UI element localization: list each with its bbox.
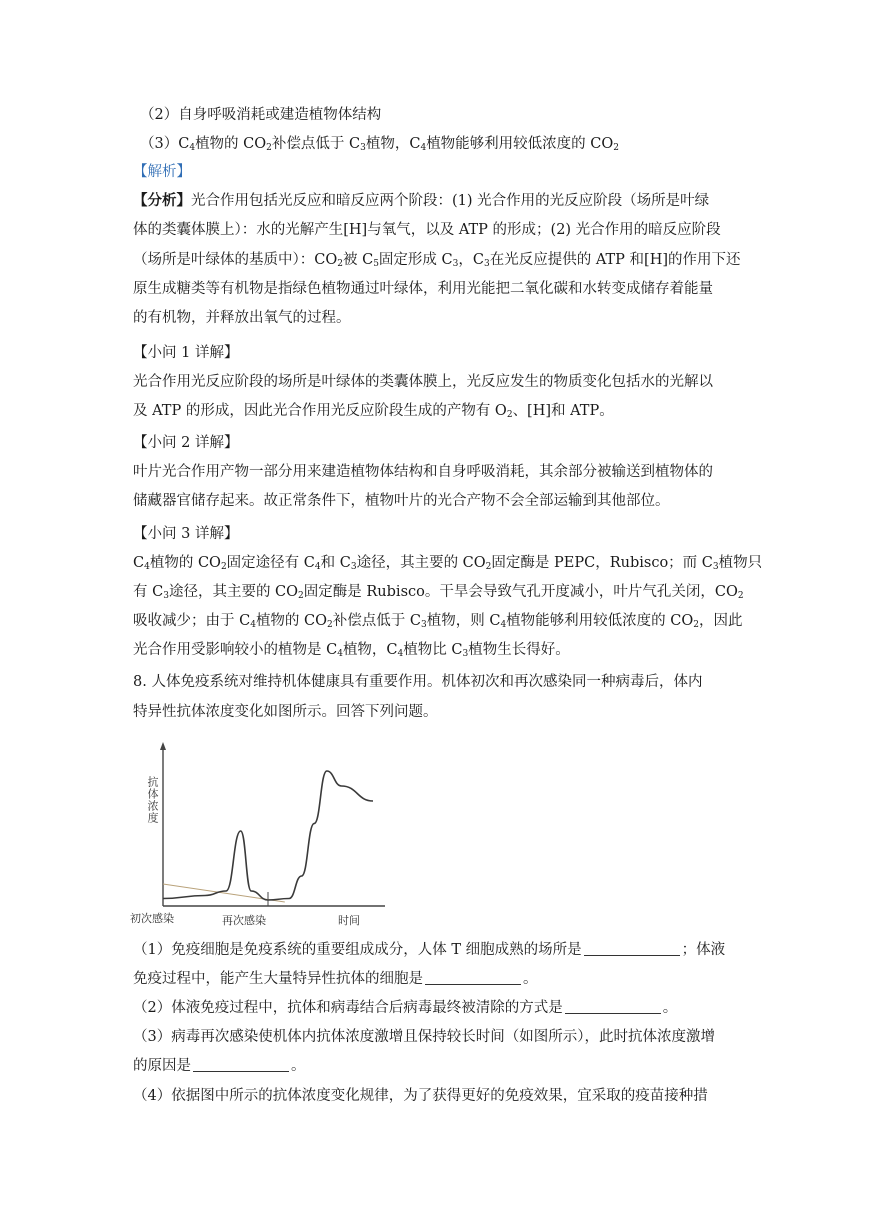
chart-marker-first-infection: 初次感染 <box>130 912 174 925</box>
answer-blank[interactable] <box>425 970 521 985</box>
fenxi-line-3: （场所是叶绿体的基质中）：$CO_2$被 $C_5$固定形成 $C_3$，$C_3$在光反应提供的 ATP 和[H]的作用下还 <box>133 252 741 269</box>
q2-line-2: 储藏器官储存起来。故正常条件下，植物叶片的光合产物不会全部运输到其他部位。 <box>133 493 670 509</box>
chart-series-line <box>163 771 373 900</box>
question-3-line-1: （3）病毒再次感染使机体内抗体浓度激增且保持较长时间（如图所示），此时抗体浓度激增 <box>133 1029 715 1045</box>
fenxi-line-2: 体的类囊体膜上）：水的光解产生[H]与氧气，以及 ATP 的形成；(2) 光合作用的暗反应阶段 <box>133 222 721 238</box>
chart-marker-second-infection: 再次感染 <box>222 914 266 927</box>
q3-heading: 【小问 3 详解】 <box>133 526 239 542</box>
antibody-chart-svg <box>130 738 392 930</box>
q1-line-1: 光合作用光反应阶段的场所是叶绿体的类囊体膜上，光反应发生的物质变化包括水的光解以 <box>133 374 713 390</box>
answer-3: $(3)C_4$植物的 $CO_2$补偿点低于 $C_3$植物，$C_4$植物能够利用较低浓度的 $CO_2$ <box>140 136 620 153</box>
q3-line-4: 光合作用受影响较小的植物是 $C_4$植物，$C_4$植物比 $C_3$植物生长得好。 <box>133 642 570 659</box>
answer-blank[interactable] <box>584 941 680 956</box>
question-3-line-2: 的原因是 。 <box>133 1058 306 1074</box>
q3-line-2: 有 $C_3$途径，其主要的 $CO_2$固定酶是 Rubisco。干旱会导致气孔开度减小，叶片气孔关闭，$CO_2$ <box>133 584 744 601</box>
q2-line-1: 叶片光合作用产物一部分用来建造植物体结构和自身呼吸消耗，其余部分被输送到植物体的 <box>133 464 713 480</box>
question-1-line-2: 免疫过程中，能产生大量特异性抗体的细胞是 。 <box>133 971 538 987</box>
chart-y-arrow <box>160 742 166 750</box>
problem-8-line-2: 特异性抗体浓度变化如图所示。回答下列问题。 <box>133 704 438 720</box>
q1-line-2: 及 ATP 的形成，因此光合作用光反应阶段生成的产物有 $O_2$、[H]和 ATP。 <box>133 403 614 420</box>
problem-8-line-1: 8. 人体免疫系统对维持机体健康具有重要作用。机体初次和再次感染同一种病毒后，体内 <box>133 674 703 690</box>
q3-line-3: 吸收减少；由于 $C_4$植物的 $CO_2$补偿点低于 $C_3$植物，则 $C_4$植物能够利用较低浓度的 $CO_2$，因此 <box>133 613 743 630</box>
question-1-line-1: （1）免疫细胞是免疫系统的重要组成成分，人体 T 细胞成熟的场所是 ；体液 <box>133 942 726 958</box>
answer-2: （2）自身呼吸消耗或建造植物体结构 <box>140 107 382 123</box>
fenxi-line-1: 【分析】光合作用包括光反应和暗反应两个阶段：(1) 光合作用的光反应阶段（场所是叶绿 <box>133 192 710 209</box>
fenxi-line-5: 的有机物，并释放出氧气的过程。 <box>133 310 351 326</box>
answer-blank[interactable] <box>193 1057 289 1072</box>
q3-line-1: $C_4$植物的 $CO_2$固定途径有 $C_4$和 $C_3$途径，其主要的 $CO_2$固定酶是 PEPC，Rubisco；而 $C_3$植物只 <box>133 555 763 572</box>
chart-y-label: 抗体浓度 <box>146 776 159 824</box>
antibody-chart <box>130 738 392 930</box>
q1-heading: 【小问 1 详解】 <box>133 345 239 361</box>
answer-blank[interactable] <box>565 999 661 1014</box>
fenxi-line-4: 原生成糖类等有机物是指绿色植物通过叶绿体，利用光能把二氧化碳和水转变成储存着能量 <box>133 281 713 297</box>
q2-heading: 【小问 2 详解】 <box>133 435 239 451</box>
question-2: （2）体液免疫过程中，抗体和病毒结合后病毒最终被清除的方式是 。 <box>133 1000 678 1016</box>
analysis-label: 【解析】 <box>133 164 191 180</box>
question-4: （4）依据图中所示的抗体浓度变化规律，为了获得更好的免疫效果，宜采取的疫苗接种措 <box>133 1088 708 1104</box>
chart-x-label: 时间 <box>338 914 360 927</box>
